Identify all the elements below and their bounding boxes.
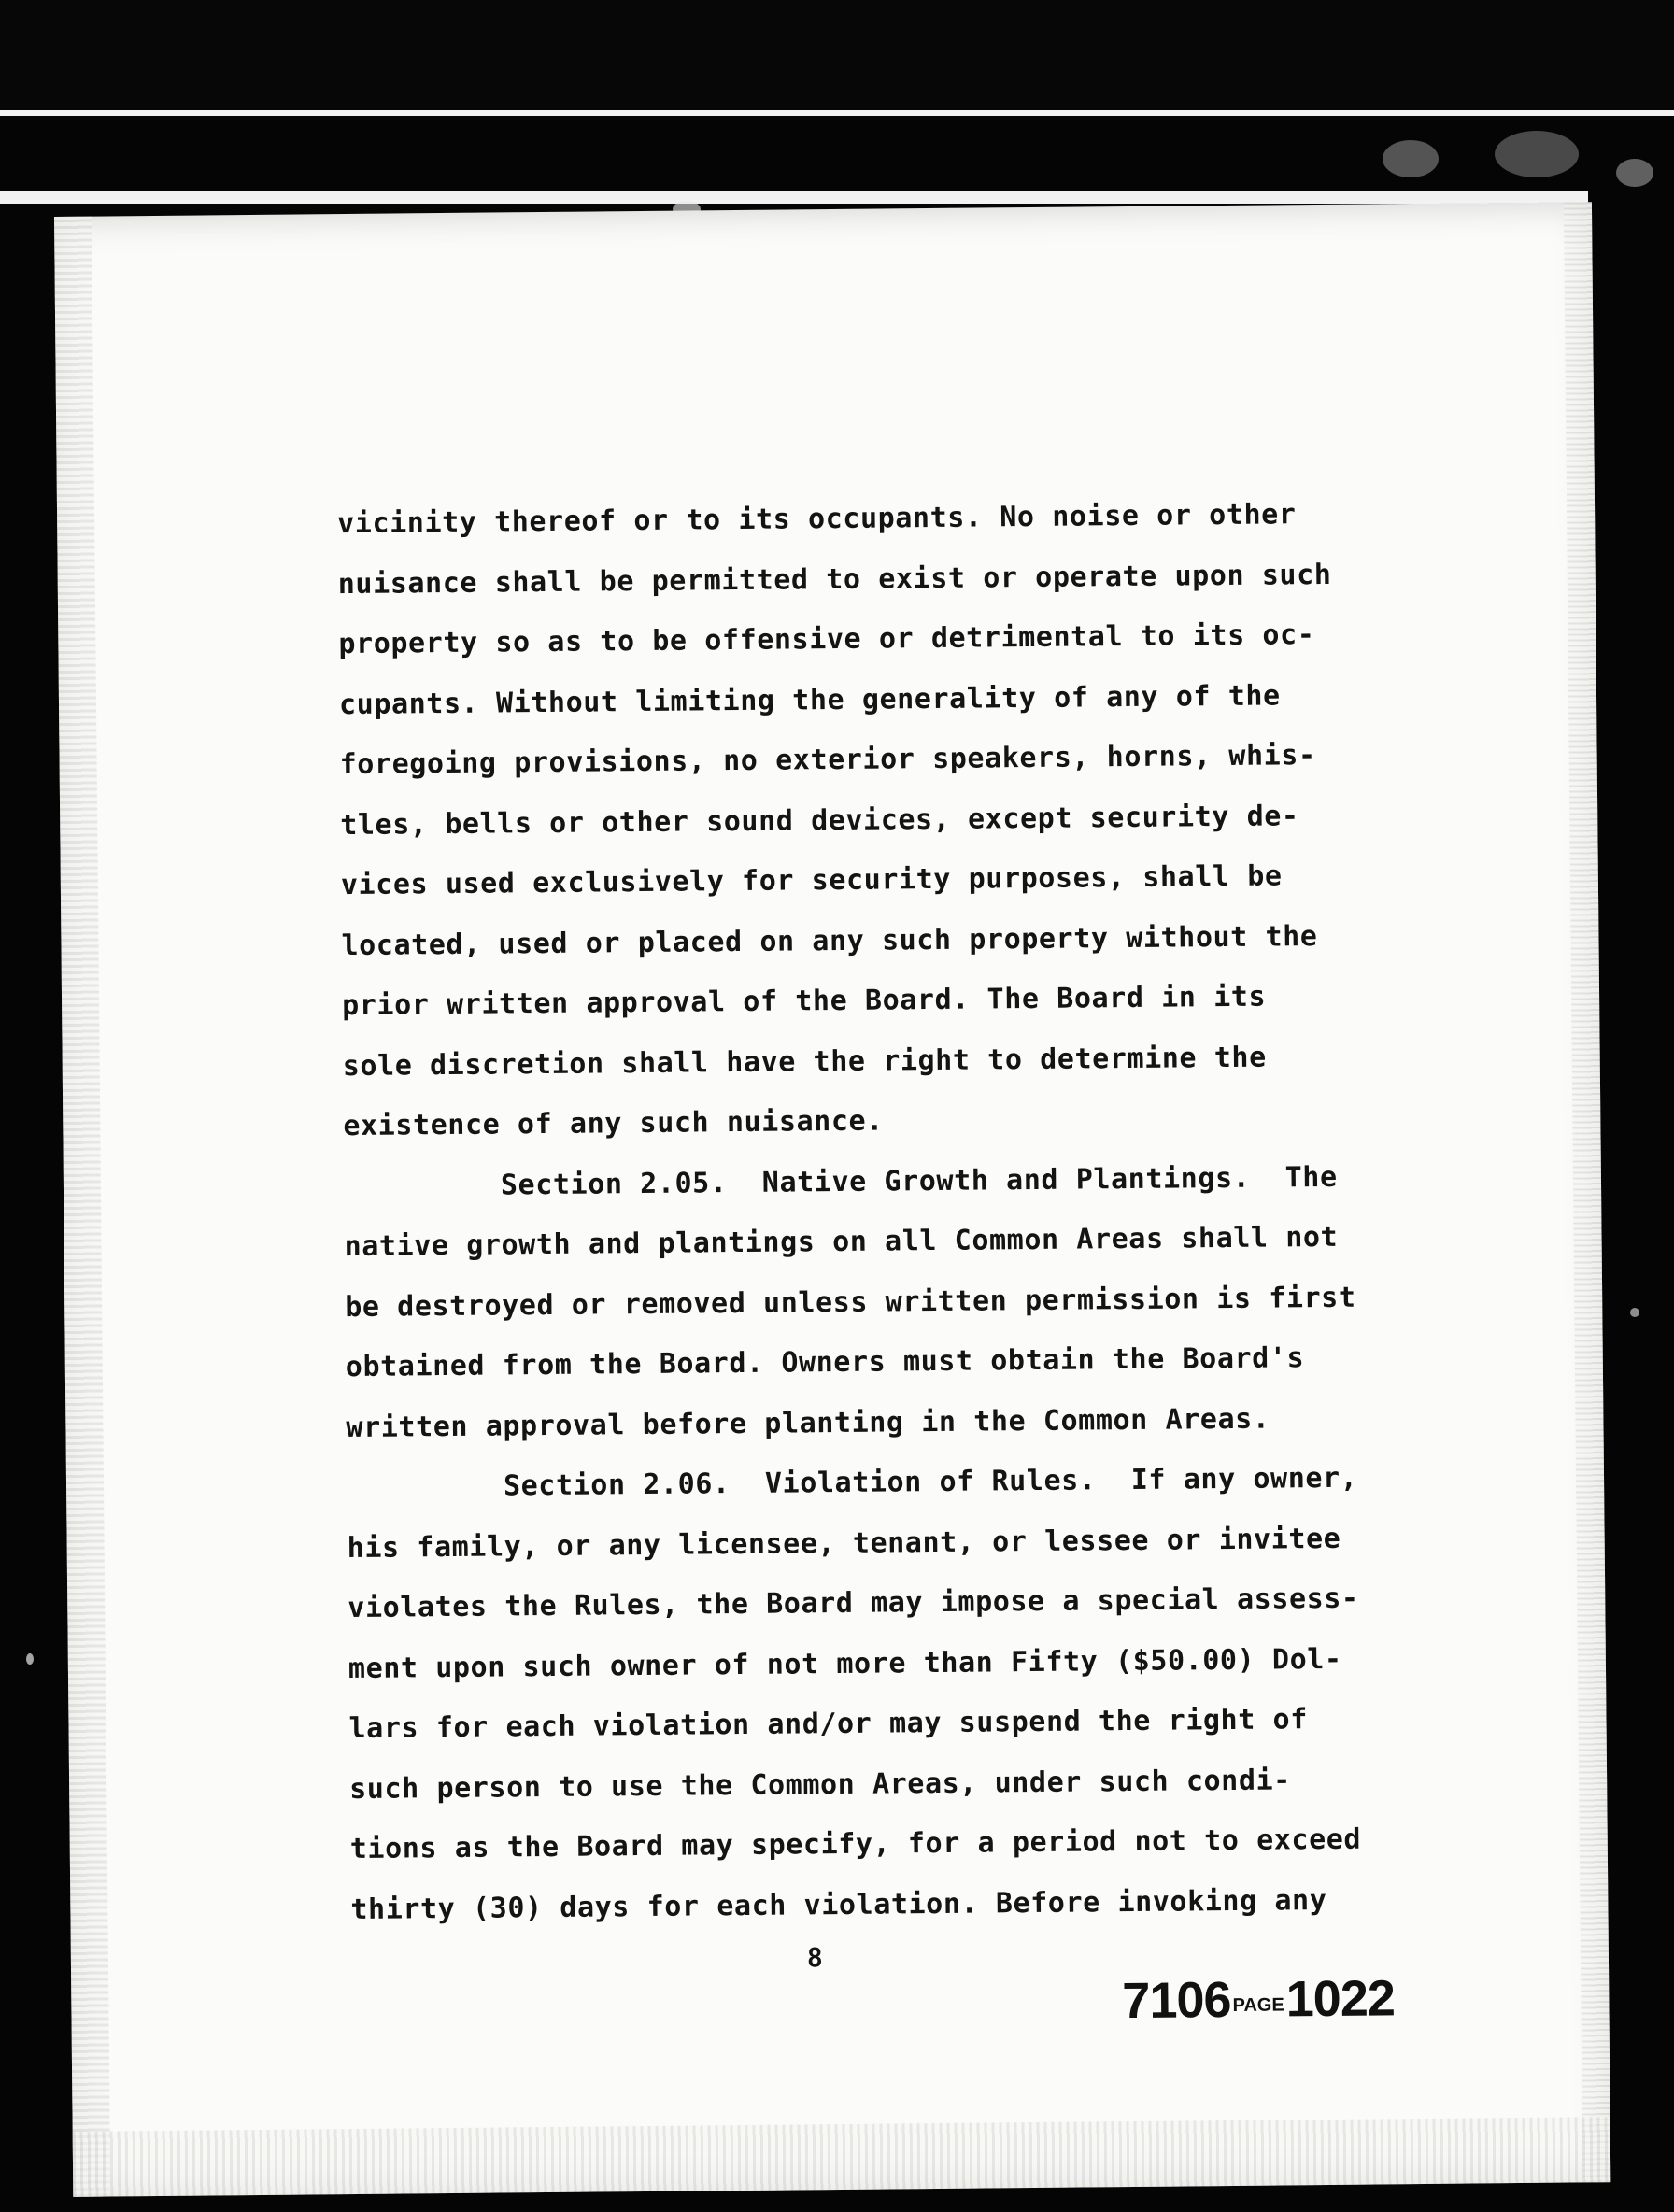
text-line: tles, bells or other sound devices, except security de- <box>340 799 1299 842</box>
text-line: thirty (30) days for each violation. Before invoking any <box>350 1883 1327 1926</box>
stamp-book-number: 7106 <box>1122 1971 1231 2030</box>
scan-speckle <box>26 1653 34 1665</box>
text-line: his family, or any licensee, tenant, or lessee or invitee <box>347 1522 1341 1565</box>
text-line: be destroyed or removed unless written permission is first <box>345 1281 1356 1324</box>
text-line: located, used or placed on any such property without the <box>341 919 1318 962</box>
text-line: cupants. Without limiting the generality of any of the <box>338 678 1281 721</box>
text-line: tions as the Board may specify, for a period not to exceed <box>349 1822 1362 1866</box>
page-left-edge <box>54 217 110 2197</box>
text-line section-heading-2-05: Section 2.05. Native Growth and Plantings. The <box>343 1160 1338 1203</box>
text-line: such person to use the Common Areas, under such condi- <box>349 1763 1292 1806</box>
text-line: violates the Rules, the Board may impose a special assess- <box>348 1581 1359 1625</box>
text-line: vices used exclusively for security purposes, shall be <box>340 859 1283 902</box>
scan-speckle <box>1616 159 1653 187</box>
page-right-edge <box>1564 202 1610 2182</box>
text-line: vicinity thereof or to its occupants. No noise or other <box>337 498 1297 541</box>
document-page <box>54 202 1610 2197</box>
text-line: foregoing provisions, no exterior speakers, horns, whis- <box>339 739 1316 782</box>
text-line section-heading-2-06: Section 2.06. Violation of Rules. If any owner, <box>346 1461 1358 1505</box>
scan-top-band <box>0 0 1674 112</box>
scan-speckle <box>1630 1308 1639 1317</box>
book-page-stamp <box>1122 1969 1395 2030</box>
scan-rule-line <box>0 191 1588 204</box>
text-line: lars for each violation and/or may suspend the right of <box>348 1703 1309 1746</box>
text-line: property so as to be offensive or detrimental to its oc- <box>338 618 1315 661</box>
stamp-page-number: 1022 <box>1285 1970 1396 2028</box>
text-line: nuisance shall be permitted to exist or operate upon such <box>337 558 1332 601</box>
stamp-page-label: PAGE <box>1232 1994 1284 2016</box>
document-body-text <box>337 484 1435 1940</box>
text-line: native growth and plantings on all Common Areas shall not <box>344 1220 1339 1264</box>
scan-speckle <box>1383 140 1439 177</box>
page-bottom-edge <box>73 2117 1611 2197</box>
scan-speckle <box>1495 131 1579 177</box>
text-line: existence of any such nuisance. <box>343 1104 885 1143</box>
text-line: prior written approval of the Board. The Board in its <box>341 980 1267 1023</box>
scan-rule-line <box>0 110 1674 116</box>
text-line: ment upon such owner of not more than Fifty ($50.00) Dol- <box>348 1642 1342 1685</box>
text-line: sole discretion shall have the right to determine the <box>342 1041 1267 1083</box>
text-line: written approval before planting in the Common Areas. <box>346 1402 1270 1444</box>
page-number: 8 <box>806 1942 823 1974</box>
text-line: obtained from the Board. Owners must obtain the Board's <box>345 1341 1305 1384</box>
